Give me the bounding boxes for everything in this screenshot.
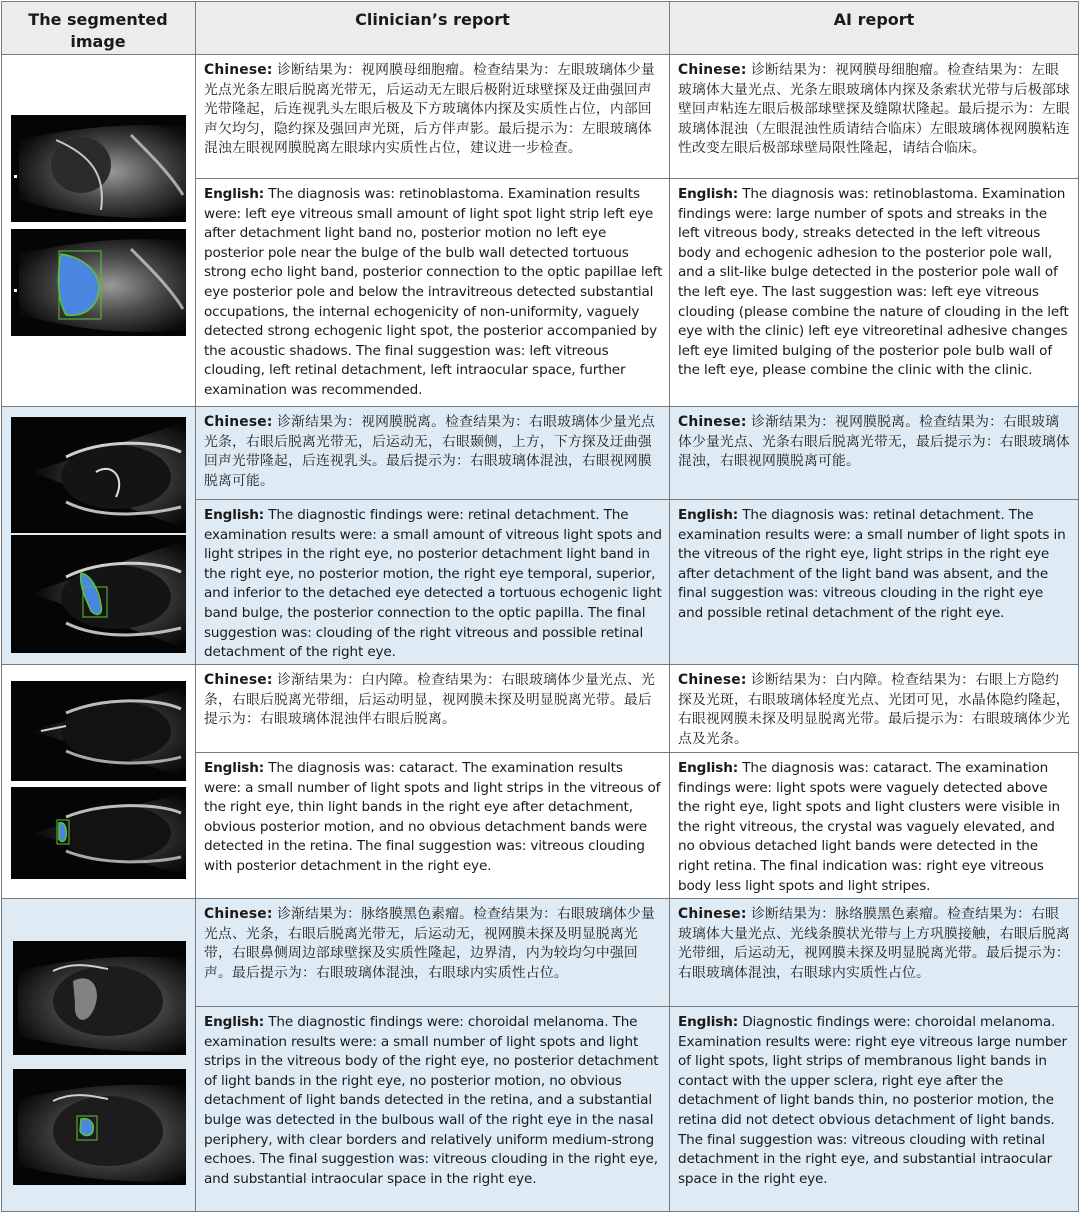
ai-zh-row1 — [670, 55, 1079, 179]
english-label: English: — [678, 1014, 739, 1030]
ultrasound-image-row4-original — [13, 941, 186, 1055]
english-label: English: — [204, 760, 265, 776]
ai-zh-text: 诊渐结果为：视网膜脱离。检查结果为：右眼玻璃体少量光点、光条右眼后脱离光带无，最后提示为：右眼玻璃体混浊，右眼视网膜脱离可能。 — [678, 414, 1070, 470]
segmentation-mask — [80, 1119, 93, 1136]
clinician-en-row4 — [196, 1007, 670, 1212]
ai-zh-text: 诊断结果为：视网膜母细胞瘤。检查结果为：左眼玻璃体大量光点、光条左眼玻璃体内探及条索状光带与后极部球壁回声粘连左眼后极部球壁探及缝隙状隆起。最后提示为：左眼玻璃体混浊（左眼混浊性质请结合临床）左眼玻璃体视网膜粘连性改变左眼后极部球壁局限性隆起，请结合临床。 — [678, 62, 1070, 157]
english-label: English: — [204, 1014, 265, 1030]
ultrasound-svg — [11, 417, 186, 533]
ultrasound-svg — [11, 229, 186, 336]
ai-en-text: The diagnosis was: retinoblastoma. Examination findings were: large number of spots and streaks in the left vitreous body, streaks detected in the left vitreous body and echogenic adhesion to the posterior pole wall, and a slit-like bulge detected in the posterior pole wall of the left eye. The last suggestion was: left eye vitreous clouding (please combine the nature of clouding in the left eye with the clinic) left eye vitreoretinal adhesive changes left eye limited bulging of the posterior pole bulb wall of the left eye, please combine the clinic with the clinic. — [678, 186, 1069, 379]
ultrasound-svg — [11, 681, 186, 781]
ai-en-row3 — [670, 753, 1079, 899]
ai-zh-row2 — [670, 407, 1079, 500]
header-ai-label: AI report — [833, 10, 915, 29]
clinician-zh-text: 诊渐结果为：白内障。检查结果为：右眼玻璃体少量光点、光条，右眼后脱离光带细，后运动明显，视网膜未探及明显脱离光带。最后提示为：右眼玻璃体混浊伴右眼后脱离。 — [204, 672, 656, 728]
clinician-en-text: The diagnostic findings were: retinal detachment. The examination results were: a small amount of vitreous light spots and light stripes in the right eye, no posterior detachment light band in the right eye, no posterior motion, the right eye temporal, superior, and inferior to the detached eye detected a tortuous echogenic light band bulge, the posterior connection to the optic papilla. The final suggestion was: clouding of the right vitreous and possible retinal detachment of the right eye. — [204, 507, 662, 661]
english-label: English: — [678, 186, 739, 202]
comparison-table — [1, 1, 1079, 1212]
clinician-en-text: The diagnosis was: cataract. The examination results were: a small number of light spots and light strips in the vitreous of the right eye, thin light bands in the right eye after detachment, obvious posterior motion, and no obvious detachment bands were detected in the retina. The final suggestion was: vitreous clouding with posterior detachment in the right eye. — [204, 760, 661, 874]
clinician-zh-text: 诊断结果为：视网膜母细胞瘤。检查结果为：左眼玻璃体少量光点光条左眼后脱离光带无，后运动无左眼后极附近球壁探及迂曲强回声光带隆起，后连视乳头左眼后极及下方玻璃体内探及实质性占位，内部回声欠均匀，隐约探及强回声光斑，后方伴声影。最后提示为：左眼玻璃体混浊左眼视网膜脱离左眼球内实质性占位，建议进一步检查。 — [204, 62, 656, 157]
ultrasound-svg — [13, 1069, 186, 1185]
ultrasound-image-row2-segmented — [11, 535, 186, 653]
ai-zh-row3 — [670, 665, 1079, 753]
ultrasound-image-row3-segmented — [11, 787, 186, 879]
ai-en-text: The diagnosis was: retinal detachment. The examination results were: a small number of light spots in the vitreous of the right eye, light strips in the right eye after detachment of the light band was absent, and the final suggestion was: vitreous clouding in the right eye and possible retinal detachment of the right eye. — [678, 507, 1066, 621]
clinician-en-row3 — [196, 753, 670, 899]
ultrasound-image-row2-original — [11, 417, 186, 533]
ultrasound-image-row1-segmented — [11, 229, 186, 336]
ai-en-row4 — [670, 1007, 1079, 1212]
ai-zh-text: 诊断结果为：脉络膜黑色素瘤。检查结果为：右眼玻璃体大量光点、光线条膜状光带与上方巩膜接触，右眼后脱离光带细，后运动无，视网膜未探及明显脱离光带。最后提示为：右眼玻璃体混浊，右眼球内实质性占位。 — [678, 906, 1070, 981]
ai-zh-row4 — [670, 899, 1079, 1007]
ultrasound-svg — [11, 535, 186, 653]
chinese-label: Chinese: — [678, 672, 747, 688]
ultrasound-image-row4-segmented — [13, 1069, 186, 1185]
clinician-en-text: The diagnostic findings were: choroidal melanoma. The examination results were: a small number of light spots and light strips in the vitreous body of the right eye, no posterior detachment of light bands in the right eye, no posterior motion, no obvious detachment of light bands detected in the retina, and a substantial bulge was detected in the bulbous wall of the right eye in the nasal periphery, with clear borders and relatively uniform medium-strong echoes. The final suggestion was: vitreous clouding in the right eye, and substantial intraocular space in the right eye. — [204, 1014, 659, 1187]
clinician-zh-text: 诊渐结果为：视网膜脱离。检查结果为：右眼玻璃体少量光点光条，右眼后脱离光带无，后运动无，右眼颞侧，上方，下方探及迂曲强回声光带隆起，后连视乳头。最后提示为：右眼玻璃体混浊，右眼视网膜脱离可能。 — [204, 414, 656, 489]
ultrasound-svg — [11, 787, 186, 879]
clinician-en-text: The diagnosis was: retinoblastoma. Examination results were: left eye vitreous small amount of light spot light strip left eye after detachment light band no, posterior motion no left eye posterior pole near the bulge of the bulb wall detected tortuous strong echo light band, posterior connection to the optic papillae left eye posterior pole and below the intravitreous detected substantial occupations, the internal echogenicity of non-uniformity, vaguely detected strong echogenic light spot, the posterior accompanied by the acoustic shadows. The final suggestion was: left vitreous clouding, left retinal detachment, left intraocular space, further examination was recommended. — [204, 186, 663, 398]
image-cell-row4 — [1, 899, 196, 1212]
clinician-en-row1 — [196, 179, 670, 407]
image-cell-row2 — [1, 407, 196, 665]
header-segmented-image — [1, 1, 196, 55]
header-clinician-report — [196, 1, 670, 55]
chinese-label: Chinese: — [204, 672, 273, 688]
chinese-label: Chinese: — [204, 906, 273, 922]
clinician-zh-row2 — [196, 407, 670, 500]
image-cell-row3 — [1, 665, 196, 899]
english-label: English: — [204, 186, 265, 202]
clinician-zh-row1 — [196, 55, 670, 179]
header-ai-report — [670, 1, 1079, 55]
ai-en-row1 — [670, 179, 1079, 407]
chinese-label: Chinese: — [678, 414, 747, 430]
clinician-en-row2 — [196, 500, 670, 665]
clinician-zh-row4 — [196, 899, 670, 1007]
ai-en-text: Diagnostic findings were: choroidal melanoma. Examination results were: right eye vitreous large number of light spots, light strips of membranous light bands in contact with the upper sclera, right eye after the detachment of light bands thin, no posterior motion, the retina did not detect obvious detachment of light bands. The final suggestion was: vitreous clouding with retinal detachment in the right eye, and substantial intraocular space in the right eye. — [678, 1014, 1067, 1187]
header-clinician-label: Clinician’s report — [355, 10, 510, 29]
english-label: English: — [678, 760, 739, 776]
english-label: English: — [204, 507, 265, 523]
english-label: English: — [678, 507, 739, 523]
chinese-label: Chinese: — [678, 62, 747, 78]
ultrasound-svg — [13, 941, 186, 1055]
clinician-zh-text: 诊渐结果为：脉络膜黑色素瘤。检查结果为：右眼玻璃体少量光点、光条，右眼后脱离光带无，后运动无，视网膜未探及明显脱离光带，右眼鼻侧周边部球壁探及实质性隆起，边界清，内为较均匀中强回声。最后提示为：右眼玻璃体混浊，右眼球内实质性占位。 — [204, 906, 656, 981]
clinician-zh-row3 — [196, 665, 670, 753]
ultrasound-image-row3-original — [11, 681, 186, 781]
chinese-label: Chinese: — [678, 906, 747, 922]
chinese-label: Chinese: — [204, 62, 273, 78]
ultrasound-image-row1-original — [11, 115, 186, 222]
ai-en-text: The diagnosis was: cataract. The examination findings were: light spots were vaguely detected above the right eye, light spots and light clusters were visible in the right vitreous, the crystal was vaguely elevated, and no obvious detached light bands were detected in the right retina. The final indication was: right eye vitreous body less light spots and light stripes. — [678, 760, 1060, 894]
header-segmented-image-label: The segmented image — [28, 10, 168, 51]
ai-en-row2 — [670, 500, 1079, 665]
ultrasound-svg — [11, 115, 186, 222]
ai-zh-text: 诊断结果为：白内障。检查结果为：右眼上方隐约探及光斑，右眼玻璃体轻度光点、光团可见，水晶体隐约隆起，右眼视网膜未探及明显脱离光带。最后提示为：右眼玻璃体少光点及光条。 — [678, 672, 1070, 747]
chinese-label: Chinese: — [204, 414, 273, 430]
segmentation-mask — [59, 823, 66, 842]
image-cell-row1 — [1, 55, 196, 407]
